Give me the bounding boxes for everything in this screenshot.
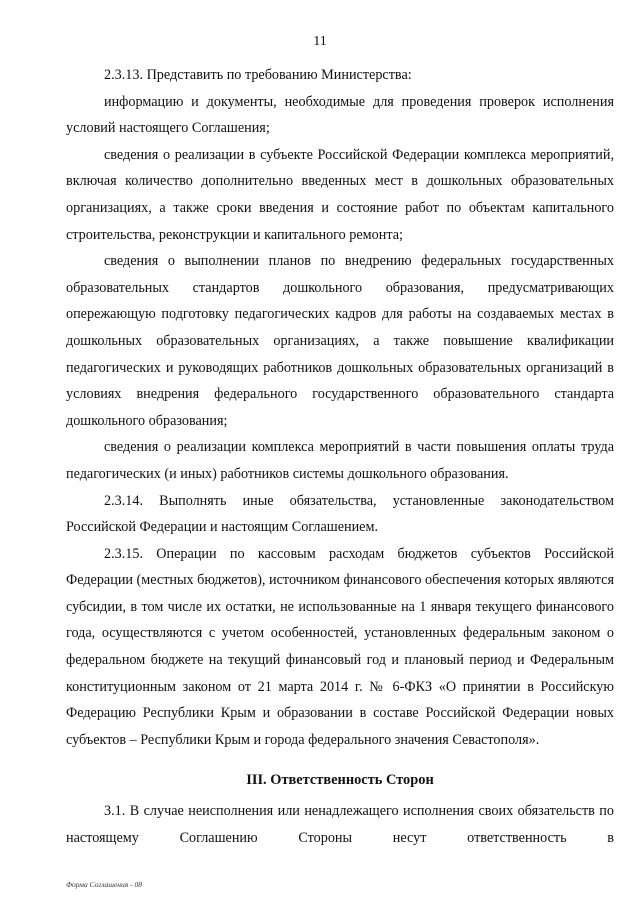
paragraph-salary-measures: сведения о реализации комплекса мероприятий в части повышения оплаты труда педагогических (и иных) работников системы дошкольного образования. — [66, 439, 614, 482]
paragraph-2-3-14: 2.3.14. Выполнять иные обязательства, установленные законодательством Российской Федерации и настоящим Соглашением. — [66, 492, 614, 536]
section-heading-responsibility: III. Ответственность Сторон — [246, 772, 434, 789]
paragraph-2-3-13: 2.3.13. Представить по требованию Министерства: — [104, 67, 412, 83]
footer-form-label: Форма Соглашения - 08 — [66, 880, 143, 889]
paragraph-2-3-15: 2.3.15. Операции по кассовым расходам бюджетов субъектов Российской Федерации (местных бюджетов), источником финансового обеспечения которых являются субсидии, в том числе их остатки, не использованные на 1 января текущего финансового года, осуществляются с учетом особенностей, установленных федеральным законом о федеральном бюджете на текущий финансовый год и плановый период и Федеральным конституционным законом от 21 марта 2014 г. № 6-ФКЗ «О принятии в Российскую Федерацию Республики Крым и образовании в составе Российской Федерации новых субъектов – Республики Крым и города федерального значения Севастополя». — [66, 545, 614, 748]
paragraph-realization-measures: сведения о реализации в субъекте Российской Федерации комплекса мероприятий, включая количество дополнительно введенных мест в дошкольных образовательных организациях, а также сроки введения и состояние работ по объектам капитального строительства, реконструкции и капитального ремонта; — [66, 146, 614, 243]
paragraph-info-documents: информацию и документы, необходимые для проведения проверок исполнения условий настоящего Соглашения; — [66, 93, 614, 137]
document-body — [66, 62, 614, 851]
paragraph-3-1: 3.1. В случае неисполнения или ненадлежащего исполнения своих обязательств по настоящему Соглашению Стороны несут ответственность в — [66, 803, 614, 846]
page-number: 11 — [313, 34, 327, 49]
paragraph-standards-plans: сведения о выполнении планов по внедрению федеральных государственных образовательных стандартов дошкольного образования, предусматривающих опережающую подготовку педагогических кадров для работы на создаваемых местах в дошкольных образовательных организациях, а также повышение квалификации педагогических и руководящих работников дошкольных образовательных организаций в условиях внедрения федерального государственного образовательного стандарта дошкольного образования; — [66, 253, 614, 429]
